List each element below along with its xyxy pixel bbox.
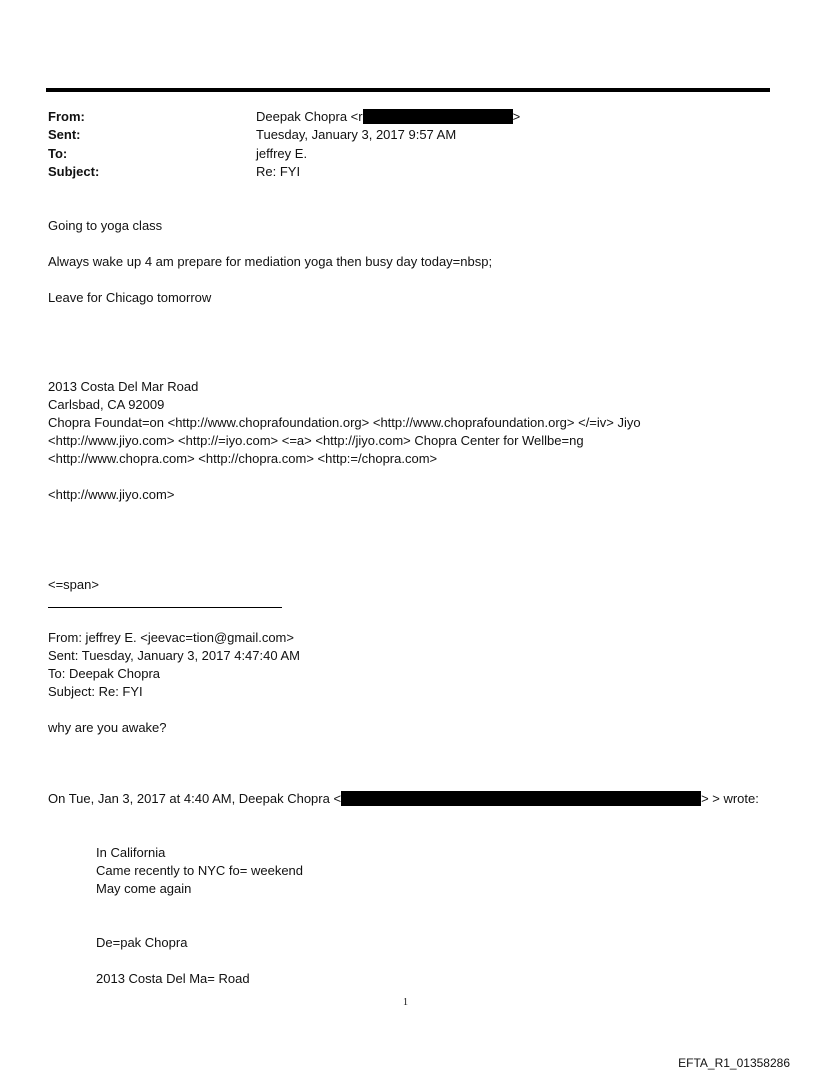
header-rule — [46, 88, 770, 92]
quote-separator — [48, 607, 282, 608]
attribution-suffix: > > wrote: — [701, 791, 759, 806]
signature-address-1: 2013 Costa Del Mar Road — [48, 379, 199, 394]
signature-address-2: Carlsbad, CA 92009 — [48, 397, 165, 412]
nested-line-3: May come again — [96, 881, 192, 896]
page-number: 1 — [403, 997, 408, 1008]
attribution-prefix: On Tue, Jan 3, 2017 at 4:40 AM, Deepak Chopra < — [48, 791, 342, 806]
signature-links-1: Chopra Foundat=on <http://www.choprafoundation.org> <http://www.choprafoundation.org> </=iv> Jiyo — [48, 415, 641, 430]
redaction-bar — [341, 791, 701, 806]
sent-label: Sent: — [48, 127, 81, 142]
subject-label: Subject: — [48, 164, 100, 179]
quoted-subject: Subject: Re: FYI — [48, 684, 143, 699]
from-close: > — [512, 109, 521, 124]
signature-links-4: <http://www.jiyo.com> — [48, 487, 175, 502]
to-value: jeffrey E. — [256, 146, 308, 161]
body-line-2: Always wake up 4 am prepare for mediation yoga then busy day today=nbsp; — [48, 254, 493, 269]
quoted-to: To: Deepak Chopra — [48, 666, 161, 681]
sent-value: Tuesday, January 3, 2017 9:57 AM — [256, 127, 457, 142]
nested-name: De=pak Chopra — [96, 935, 188, 950]
document-id: EFTA_R1_01358286 — [678, 1056, 790, 1070]
signature-links-3: <http://www.chopra.com> <http://chopra.com> <http:=/chopra.com> — [48, 451, 438, 466]
from-name: Deepak Chopra < — [256, 109, 359, 124]
redaction-bar — [363, 109, 513, 124]
from-value — [256, 108, 520, 125]
body-line-3: Leave for Chicago tomorrow — [48, 290, 212, 305]
quoted-attribution — [48, 790, 759, 807]
quoted-from: From: jeffrey E. <jeevac=tion@gmail.com> — [48, 630, 294, 645]
quoted-message: why are you awake? — [48, 720, 167, 735]
body-line-1: Going to yoga class — [48, 218, 163, 233]
to-label: To: — [48, 146, 68, 161]
span-tag: <=span> — [48, 577, 99, 592]
nested-line-2: Came recently to NYC fo= weekend — [96, 863, 304, 878]
signature-links-2: <http://www.jiyo.com> <http://=iyo.com> <=a> <http://jiyo.com> Chopra Center for Wellbe=ng — [48, 433, 584, 448]
nested-line-1: In California — [96, 845, 166, 860]
quoted-sent: Sent: Tuesday, January 3, 2017 4:47:40 AM — [48, 648, 300, 663]
from-prefix: r — [358, 109, 363, 124]
from-label: From: — [48, 109, 85, 124]
nested-address: 2013 Costa Del Ma= Road — [96, 971, 250, 986]
subject-value: Re: FYI — [256, 164, 301, 179]
